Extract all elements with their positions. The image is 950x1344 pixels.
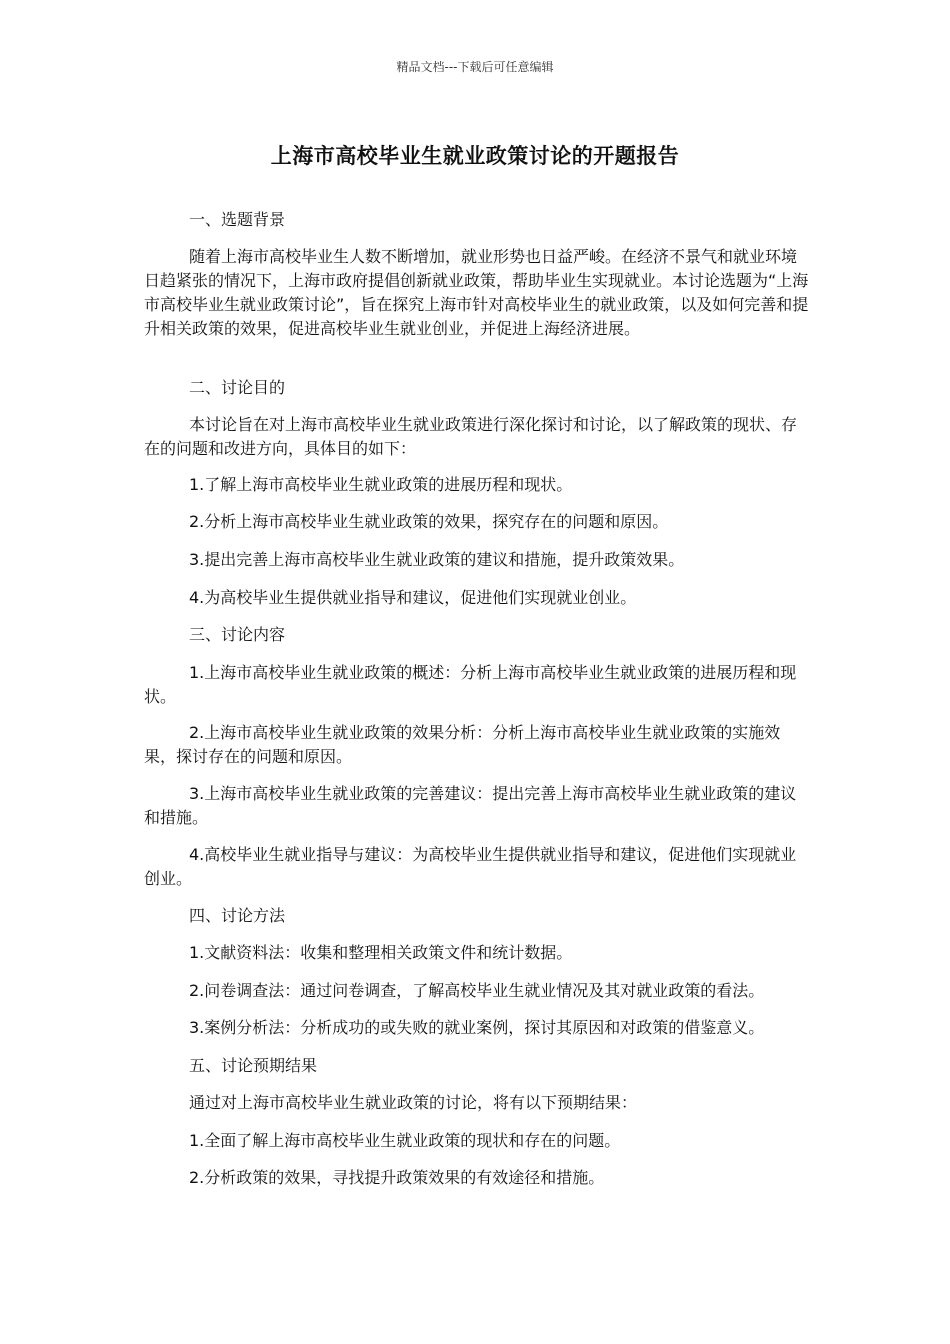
paragraph: 通过对上海市高校毕业生就业政策的讨论，将有以下预期结果： bbox=[189, 1093, 638, 1112]
list-item: 3.上海市高校毕业生就业政策的完善建议：提出完善上海市高校毕业生就业政策的建议和措施。 bbox=[144, 784, 797, 827]
section-heading: 三、讨论内容 bbox=[189, 625, 286, 644]
list-item: 2.分析上海市高校毕业生就业政策的效果，探究存在的问题和原因。 bbox=[189, 512, 669, 531]
list-item: 4.为高校毕业生提供就业指导和建议，促进他们实现就业创业。 bbox=[189, 588, 637, 607]
document-title: 上海市高校毕业生就业政策讨论的开题报告 bbox=[270, 144, 680, 168]
paragraph: 本讨论旨在对上海市高校毕业生就业政策进行深化探讨和讨论，以了解政策的现状、存在的问题和改进方向，具体目的如下： bbox=[144, 415, 798, 458]
list-item: 3.案例分析法：分析成功的或失败的就业案例，探讨其原因和对政策的借鉴意义。 bbox=[189, 1018, 765, 1037]
list-item: 4.高校毕业生就业指导与建议：为高校毕业生提供就业指导和建议，促进他们实现就业创业。 bbox=[144, 845, 797, 888]
section-heading: 五、讨论预期结果 bbox=[189, 1056, 318, 1075]
section-heading: 二、讨论目的 bbox=[189, 378, 286, 397]
page-header-watermark: 精品文档---下载后可任意编辑 bbox=[396, 60, 554, 74]
section-heading: 四、讨论方法 bbox=[189, 906, 286, 925]
list-item: 1.上海市高校毕业生就业政策的概述：分析上海市高校毕业生就业政策的进展历程和现状。 bbox=[144, 663, 797, 706]
list-item: 1.全面了解上海市高校毕业生就业政策的现状和存在的问题。 bbox=[189, 1131, 621, 1150]
list-item: 3.提出完善上海市高校毕业生就业政策的建议和措施，提升政策效果。 bbox=[189, 550, 685, 569]
section-heading: 一、选题背景 bbox=[189, 210, 286, 229]
paragraph: 随着上海市高校毕业生人数不断增加，就业形势也日益严峻。在经济不景气和就业环境日趋紧张的情况下，上海市政府提倡创新就业政策，帮助毕业生实现就业。本讨论选题为“上海市高校毕业生就业政策讨论”，旨在探究上海市针对高校毕业生的就业政策，以及如何完善和提升相关政策的效果，促进高校毕业生就业创业，并促进上海经济进展。 bbox=[144, 247, 809, 338]
list-item: 1.文献资料法：收集和整理相关政策文件和统计数据。 bbox=[189, 943, 573, 962]
list-item: 1.了解上海市高校毕业生就业政策的进展历程和现状。 bbox=[189, 475, 573, 494]
list-item: 2.分析政策的效果，寻找提升政策效果的有效途径和措施。 bbox=[189, 1168, 605, 1187]
list-item: 2.上海市高校毕业生就业政策的效果分析：分析上海市高校毕业生就业政策的实施效果，探讨存在的问题和原因。 bbox=[144, 723, 781, 766]
list-item: 2.问卷调查法：通过问卷调查，了解高校毕业生就业情况及其对就业政策的看法。 bbox=[189, 981, 765, 1000]
